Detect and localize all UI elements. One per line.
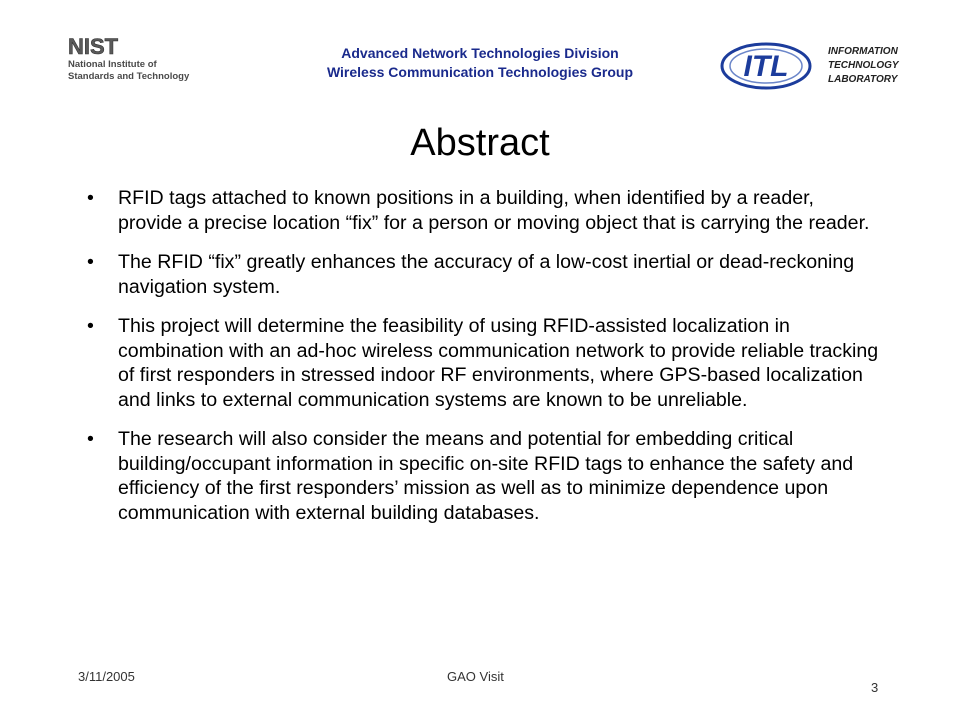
- bullet-marker: •: [87, 315, 94, 337]
- itl-logo: [718, 40, 928, 92]
- bullet-text: The research will also consider the means and potential for embedding critical building/occupant information in specific on-site RFID tags to enhance the safety and efficiency of the first responders’ mission as well as to minimize dependence upon communication with external building databases.: [118, 428, 854, 524]
- header-division: Advanced Network Technologies Division: [341, 45, 619, 61]
- bullet-item: [82, 314, 882, 412]
- bullet-text: This project will determine the feasibility of using RFID-assisted localization in combination with an ad-hoc wireless communication network to provide reliable tracking of first responders in stressed indoor RF environments, where GPS-based localization and links to external communication systems are known to be unreliable.: [118, 315, 879, 411]
- bullet-list: [82, 186, 882, 540]
- bullet-marker: •: [87, 187, 94, 209]
- nist-logo-name: NIST: [68, 34, 119, 59]
- bullet-item: [82, 186, 882, 235]
- itl-logo-line-1: INFORMATION: [828, 46, 898, 57]
- page-number: 3: [871, 680, 879, 695]
- nist-logo-subtitle-1: National Institute of: [68, 59, 157, 70]
- footer-date: 3/11/2005: [78, 669, 135, 684]
- bullet-text: RFID tags attached to known positions in a building, when identified by a reader, provide a precise location “fix” for a person or moving object that is carrying the reader.: [118, 187, 870, 234]
- footer-event: GAO Visit: [447, 669, 504, 684]
- itl-logo-line-2: TECHNOLOGY: [828, 60, 899, 71]
- slide-header: [260, 44, 700, 82]
- bullet-text: The RFID “fix” greatly enhances the accuracy of a low-cost inertial or dead-reckoning navigation system.: [118, 251, 855, 298]
- nist-logo-subtitle-2: Standards and Technology: [68, 71, 190, 82]
- slide-title: Abstract: [410, 122, 550, 164]
- bullet-marker: •: [87, 428, 94, 450]
- itl-logo-line-3: LABORATORY: [828, 74, 898, 85]
- bullet-item: [82, 427, 882, 525]
- nist-logo: [66, 34, 206, 90]
- bullet-marker: •: [87, 251, 94, 273]
- header-group: Wireless Communication Technologies Group: [326, 64, 634, 80]
- itl-logo-mark: ITL: [743, 50, 789, 83]
- bullet-item: [82, 250, 882, 299]
